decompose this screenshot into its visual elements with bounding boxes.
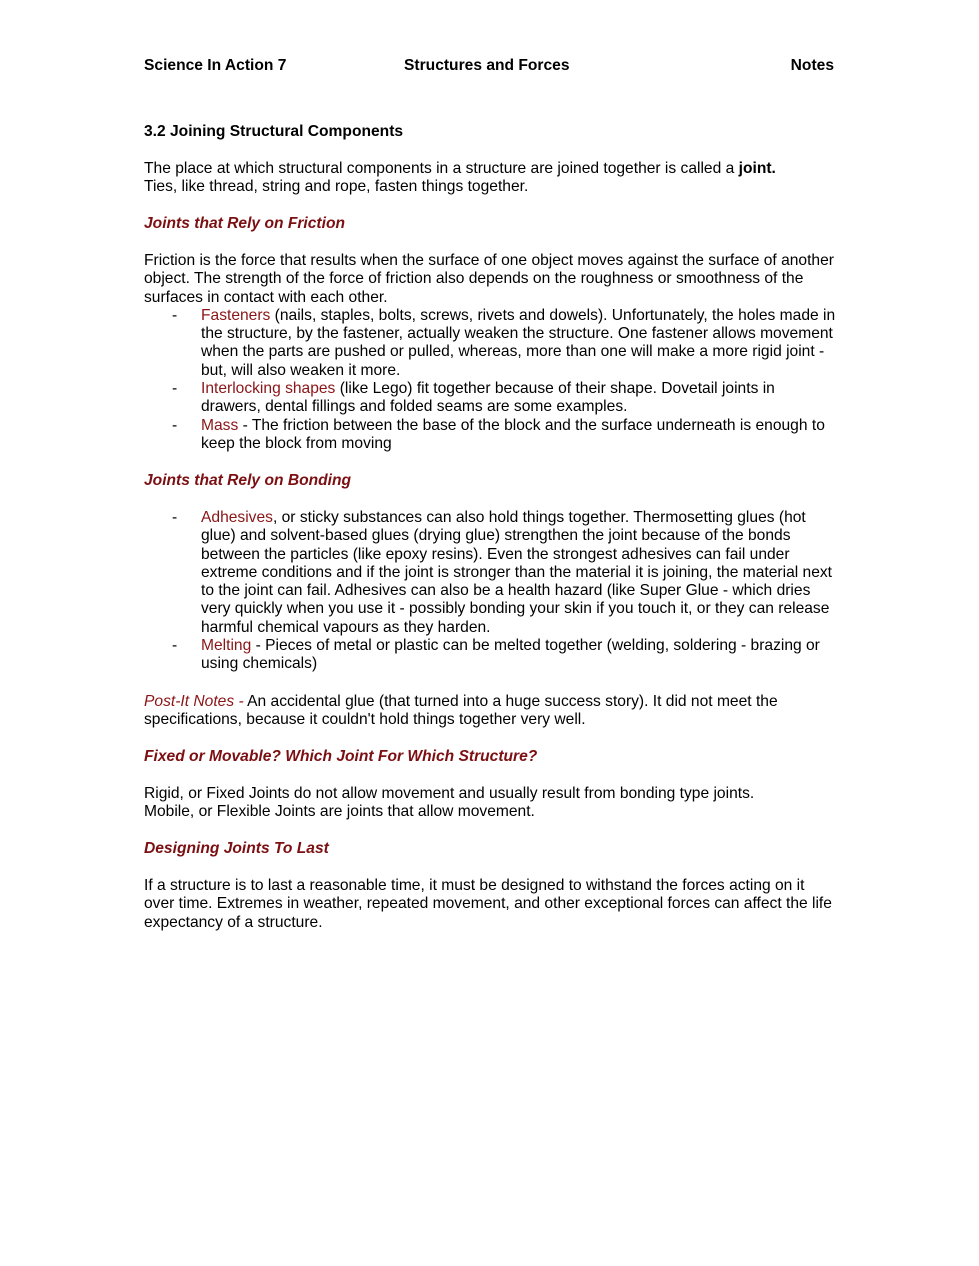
list-item	[144, 417, 836, 454]
designing-heading: Designing Joints To Last	[144, 840, 329, 857]
list-item-text: (nails, staples, bolts, screws, rivets and dowels). Unfortunately, the holes made in the structure, by the fastener, actually weaken the structure. One fastener allows movement when the parts are pushed or pulled, whereas, more than one will make a more rigid joint - but, will also weaken it more.	[201, 306, 836, 379]
postit-paragraph	[144, 693, 836, 730]
list-dash: -	[172, 306, 178, 324]
list-dash: -	[172, 637, 178, 655]
list-item-text: , or sticky substances can also hold things together. Thermosetting glues (hot glue) and solvent-based glues (drying glue) strengthen the joint because of the bonds between the particles (like epoxy resins). Even the strongest adhesives can fail under extreme conditions and if the joint is stronger than the material it is joining, the material next to the joint can fail. Adhesives can also be a health hazard (like Super Glue - which dries very quickly when you use it - possibly bonding your skin if you touch it, or they can release harmful chemical vapours as they harden.	[201, 509, 833, 636]
postit-text-line	[144, 693, 836, 730]
friction-heading: Joints that Rely on Friction	[144, 215, 345, 232]
friction-body: Friction is the force that results when the surface of one object moves against the surface of another object. The strength of the force of friction also depends on the roughness or smoothness of the surfaces in contact with each other.	[144, 252, 834, 306]
designing-section	[144, 877, 836, 932]
list-item	[144, 509, 836, 637]
header-doc-type: Notes	[790, 57, 834, 74]
bonding-heading: Joints that Rely on Bonding	[144, 472, 352, 489]
joint-term: joint.	[738, 160, 776, 177]
term-post-it-notes: Post-It Notes -	[144, 693, 244, 710]
designing-body: If a structure is to last a reasonable time, it must be designed to withstand the forces acting on it over time. Extremes in weather, repeated movement, and other exceptional forces can affect the life expectancy of a structure.	[144, 877, 832, 931]
list-dash: -	[172, 380, 178, 398]
fixed-section	[144, 785, 836, 822]
header-course: Science In Action 7	[144, 57, 287, 74]
intro-line-2: Ties, like thread, string and rope, fasten things together.	[144, 178, 529, 196]
bonding-list	[144, 509, 836, 674]
header-unit: Structures and Forces	[404, 57, 570, 74]
fixed-heading: Fixed or Movable? Which Joint For Which Structure?	[144, 748, 538, 765]
term-interlocking-shapes: Interlocking shapes	[201, 380, 336, 398]
intro-line-1	[144, 160, 836, 178]
postit-description: An accidental glue (that turned into a huge success story). It did not meet the specifications, because it couldn't hold things together very well.	[144, 693, 778, 729]
section-title: 3.2 Joining Structural Components	[144, 123, 404, 140]
list-item-text: - The friction between the base of the block and the surface underneath is enough to keep the block from moving	[201, 416, 825, 452]
list-item	[144, 380, 836, 417]
intro-line-1-text: The place at which structural components in a structure are joined together is called a	[144, 160, 739, 177]
list-dash: -	[172, 509, 178, 526]
list-dash: -	[172, 416, 178, 434]
fixed-line-1: Rigid, or Fixed Joints do not allow movement and usually result from bonding type joints.	[144, 785, 755, 802]
friction-list	[144, 307, 836, 453]
term-fasteners: Fasteners	[201, 306, 271, 324]
list-item-text: (like Lego) fit together because of their shape. Dovetail joints in drawers, dental fillings and folded seams are some examples.	[201, 380, 775, 416]
friction-section	[144, 252, 836, 453]
intro-paragraph	[144, 160, 836, 197]
term-melting: Melting	[201, 637, 252, 655]
page-header	[144, 57, 836, 77]
bonding-section	[144, 509, 836, 674]
term-adhesives: Adhesives	[201, 509, 273, 526]
fixed-line-2: Mobile, or Flexible Joints are joints that allow movement.	[144, 803, 535, 821]
term-mass: Mass	[201, 416, 239, 434]
list-item	[144, 637, 836, 674]
list-item	[144, 307, 836, 380]
list-item-text: - Pieces of metal or plastic can be melted together (welding, soldering - brazing or using chemicals)	[201, 637, 820, 673]
